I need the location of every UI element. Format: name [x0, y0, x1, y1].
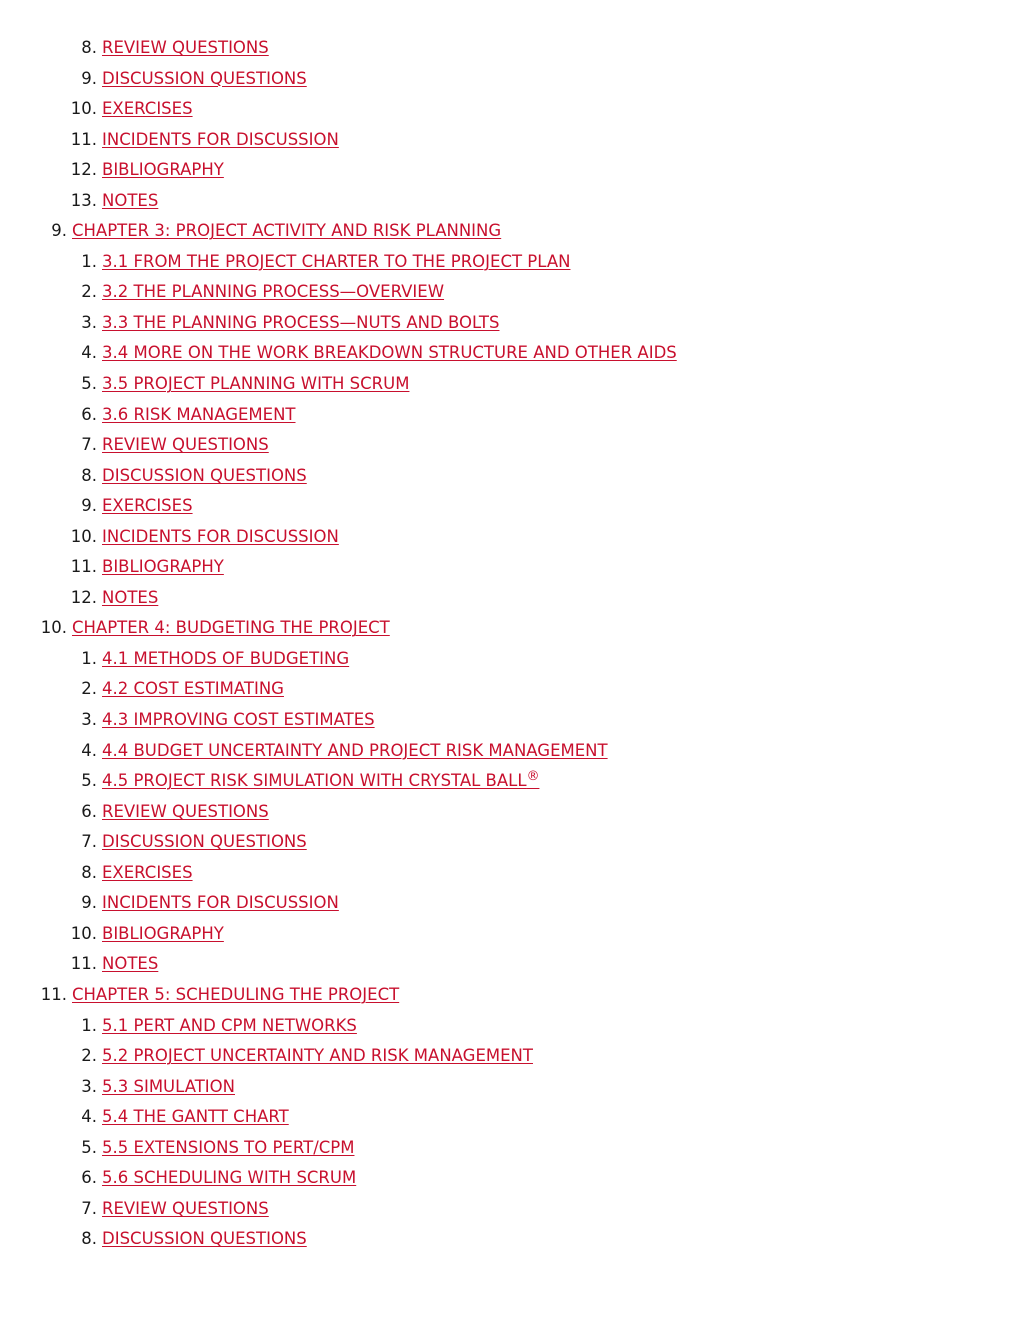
toc-section-row — [0, 94, 1020, 125]
toc-section-row — [0, 583, 1020, 614]
toc-link-label: EXERCISES — [102, 496, 193, 516]
toc-link-label: DISCUSSION QUESTIONS — [102, 68, 307, 88]
toc-section-link[interactable] — [102, 94, 193, 125]
toc-section-link[interactable] — [102, 797, 269, 828]
toc-section-row — [0, 400, 1020, 431]
toc-link-label: INCIDENTS FOR DISCUSSION — [102, 893, 339, 913]
toc-section-row — [0, 705, 1020, 736]
toc-section-link[interactable] — [102, 338, 677, 369]
toc-section-link[interactable] — [102, 736, 608, 767]
toc-link-label: REVIEW QUESTIONS — [102, 801, 269, 821]
toc-link-label: 3.2 THE PLANNING PROCESS—OVERVIEW — [102, 282, 445, 302]
toc-item-number: 11. — [70, 954, 97, 974]
toc-chapter-link[interactable] — [72, 613, 390, 644]
toc-item-number: 6. — [81, 1168, 97, 1188]
toc-item-number: 4. — [81, 1107, 97, 1127]
toc-section-row — [0, 827, 1020, 858]
toc-chapter-row — [0, 980, 1020, 1011]
toc-chapter-row — [0, 216, 1020, 247]
toc-section-row — [0, 155, 1020, 186]
toc-item-number: 8. — [81, 465, 97, 485]
toc-link-label: BIBLIOGRAPHY — [102, 923, 224, 943]
toc-section-link[interactable] — [102, 1133, 354, 1164]
toc-link-label: DISCUSSION QUESTIONS — [102, 832, 307, 852]
toc-item-number: 5. — [81, 1137, 97, 1157]
toc-item-number: 7. — [81, 435, 97, 455]
toc-link-label: 5.2 PROJECT UNCERTAINTY AND RISK MANAGEMENT — [102, 1046, 533, 1066]
toc-chapter-link[interactable] — [72, 980, 399, 1011]
toc-section-link[interactable] — [102, 644, 349, 675]
toc-link-label: BIBLIOGRAPHY — [102, 160, 224, 180]
toc-link-label: 5.4 THE GANTT CHART — [102, 1107, 289, 1127]
toc-item-number: 3. — [81, 1076, 97, 1096]
toc-link-label: 3.4 MORE ON THE WORK BREAKDOWN STRUCTURE AND OTHER AIDS — [102, 343, 677, 363]
toc-link-label: INCIDENTS FOR DISCUSSION — [102, 129, 339, 149]
toc-link-label: 3.6 RISK MANAGEMENT — [102, 404, 296, 424]
toc-section-link[interactable] — [102, 155, 224, 186]
toc-section-row — [0, 522, 1020, 553]
table-of-contents — [0, 33, 1020, 1255]
toc-section-row — [0, 949, 1020, 980]
toc-section-link[interactable] — [102, 949, 158, 980]
toc-section-row — [0, 461, 1020, 492]
toc-link-label: NOTES — [102, 954, 159, 974]
toc-section-link[interactable] — [102, 1163, 356, 1194]
toc-section-link[interactable] — [102, 461, 307, 492]
toc-section-link[interactable] — [102, 552, 224, 583]
toc-section-link[interactable] — [102, 919, 224, 950]
toc-item-number: 9. — [81, 68, 97, 88]
toc-section-row — [0, 369, 1020, 400]
toc-item-number: 8. — [81, 1229, 97, 1249]
toc-section-link[interactable] — [102, 583, 158, 614]
toc-link-label: 5.3 SIMULATION — [102, 1076, 235, 1096]
toc-section-link[interactable] — [102, 33, 269, 64]
toc-item-number: 9. — [51, 221, 67, 241]
toc-section-row — [0, 1072, 1020, 1103]
registered-trademark-mark: ® — [526, 769, 540, 785]
toc-section-row — [0, 308, 1020, 339]
toc-link-label: DISCUSSION QUESTIONS — [102, 465, 307, 485]
toc-link-label: CHAPTER 4: BUDGETING THE PROJECT — [72, 618, 390, 638]
toc-section-row — [0, 919, 1020, 950]
toc-section-link[interactable] — [102, 705, 375, 736]
toc-item-number: 8. — [81, 862, 97, 882]
toc-section-link[interactable] — [102, 1102, 289, 1133]
toc-section-row — [0, 277, 1020, 308]
toc-item-number: 12. — [70, 160, 97, 180]
toc-section-row — [0, 1194, 1020, 1225]
toc-section-link[interactable] — [102, 1041, 533, 1072]
toc-section-link[interactable] — [102, 766, 539, 797]
toc-link-label: NOTES — [102, 190, 159, 210]
toc-item-number: 11. — [40, 984, 67, 1004]
toc-section-link[interactable] — [102, 827, 307, 858]
toc-section-link[interactable] — [102, 400, 296, 431]
toc-section-row — [0, 1224, 1020, 1255]
toc-section-row — [0, 338, 1020, 369]
toc-link-label: 5.1 PERT AND CPM NETWORKS — [102, 1015, 357, 1035]
toc-section-row — [0, 674, 1020, 705]
toc-link-label: EXERCISES — [102, 99, 193, 119]
toc-section-row — [0, 644, 1020, 675]
toc-item-number: 4. — [81, 343, 97, 363]
toc-section-row — [0, 1011, 1020, 1042]
toc-item-number: 5. — [81, 771, 97, 791]
toc-section-row — [0, 1041, 1020, 1072]
toc-section-link[interactable] — [102, 522, 339, 553]
toc-item-number: 8. — [81, 38, 97, 57]
toc-section-row — [0, 430, 1020, 461]
toc-link-label: REVIEW QUESTIONS — [102, 1198, 269, 1218]
toc-link-label: 5.5 EXTENSIONS TO PERT/CPM — [102, 1137, 355, 1157]
toc-link-label: 3.5 PROJECT PLANNING WITH SCRUM — [102, 374, 410, 394]
toc-link-label: 3.1 FROM THE PROJECT CHARTER TO THE PROJECT PLAN — [102, 251, 571, 271]
toc-item-number: 12. — [70, 587, 97, 607]
toc-section-row — [0, 888, 1020, 919]
toc-section-row — [0, 186, 1020, 217]
toc-link-label: 4.1 METHODS OF BUDGETING — [102, 648, 350, 668]
toc-section-row — [0, 1133, 1020, 1164]
toc-item-number: 1. — [81, 648, 97, 668]
toc-item-number: 1. — [81, 1015, 97, 1035]
toc-item-number: 6. — [81, 404, 97, 424]
toc-section-row — [0, 1102, 1020, 1133]
toc-section-link[interactable] — [102, 247, 570, 278]
toc-section-row — [0, 125, 1020, 156]
toc-link-label: 3.3 THE PLANNING PROCESS—NUTS AND BOLTS — [102, 312, 500, 332]
toc-link-label: CHAPTER 5: SCHEDULING THE PROJECT — [72, 984, 400, 1004]
toc-section-row — [0, 766, 1020, 797]
toc-item-number: 7. — [81, 832, 97, 852]
toc-item-number: 7. — [81, 1198, 97, 1218]
toc-section-row — [0, 858, 1020, 889]
toc-link-label: DISCUSSION QUESTIONS — [102, 1229, 307, 1249]
toc-item-number: 9. — [81, 496, 97, 516]
toc-section-row — [0, 491, 1020, 522]
toc-section-row — [0, 736, 1020, 767]
toc-item-number: 4. — [81, 740, 97, 760]
toc-link-label: BIBLIOGRAPHY — [102, 557, 224, 577]
toc-link-label: 5.6 SCHEDULING WITH SCRUM — [102, 1168, 357, 1188]
toc-section-row — [0, 64, 1020, 95]
toc-item-number: 3. — [81, 312, 97, 332]
toc-section-link[interactable] — [102, 1224, 307, 1255]
toc-item-number: 11. — [70, 557, 97, 577]
toc-item-number: 13. — [70, 190, 97, 210]
toc-chapter-link[interactable] — [72, 216, 501, 247]
toc-section-row — [0, 797, 1020, 828]
toc-link-label: NOTES — [102, 587, 159, 607]
toc-section-link[interactable] — [102, 369, 409, 400]
toc-section-link[interactable] — [102, 186, 158, 217]
toc-link-label: INCIDENTS FOR DISCUSSION — [102, 526, 339, 546]
toc-section-link[interactable] — [102, 125, 339, 156]
toc-link-label: 4.2 COST ESTIMATING — [102, 679, 284, 699]
toc-item-number: 1. — [81, 251, 97, 271]
toc-section-link[interactable] — [102, 277, 444, 308]
toc-item-number: 10. — [40, 618, 67, 638]
toc-section-link[interactable] — [102, 308, 499, 339]
toc-item-number: 3. — [81, 710, 97, 730]
toc-item-number: 10. — [70, 923, 97, 943]
toc-section-link[interactable] — [102, 64, 307, 95]
toc-section-link[interactable] — [102, 888, 339, 919]
toc-section-row — [0, 247, 1020, 278]
toc-link-label: EXERCISES — [102, 862, 193, 882]
toc-link-label: 4.5 PROJECT RISK SIMULATION WITH CRYSTAL BALL — [102, 771, 527, 791]
toc-item-number: 5. — [81, 374, 97, 394]
toc-section-row — [0, 33, 1020, 64]
toc-link-label: CHAPTER 3: PROJECT ACTIVITY AND RISK PLANNING — [72, 221, 502, 241]
toc-section-link[interactable] — [102, 491, 193, 522]
toc-item-number: 6. — [81, 801, 97, 821]
toc-section-link[interactable] — [102, 674, 284, 705]
toc-item-number: 2. — [81, 679, 97, 699]
toc-chapter-row — [0, 613, 1020, 644]
toc-section-link[interactable] — [102, 1011, 357, 1042]
toc-item-number: 11. — [70, 129, 97, 149]
toc-item-number: 9. — [81, 893, 97, 913]
toc-section-link[interactable] — [102, 1072, 235, 1103]
toc-item-number: 10. — [70, 526, 97, 546]
toc-link-label: 4.3 IMPROVING COST ESTIMATES — [102, 710, 375, 730]
toc-section-link[interactable] — [102, 858, 193, 889]
toc-section-link[interactable] — [102, 1194, 269, 1225]
toc-item-number: 10. — [70, 99, 97, 119]
toc-item-number: 2. — [81, 1046, 97, 1066]
toc-link-label: REVIEW QUESTIONS — [102, 38, 269, 57]
toc-section-row — [0, 552, 1020, 583]
toc-section-row — [0, 1163, 1020, 1194]
toc-link-label: 4.4 BUDGET UNCERTAINTY AND PROJECT RISK MANAGEMENT — [102, 740, 608, 760]
toc-item-number: 2. — [81, 282, 97, 302]
toc-link-label: REVIEW QUESTIONS — [102, 435, 269, 455]
toc-section-link[interactable] — [102, 430, 269, 461]
